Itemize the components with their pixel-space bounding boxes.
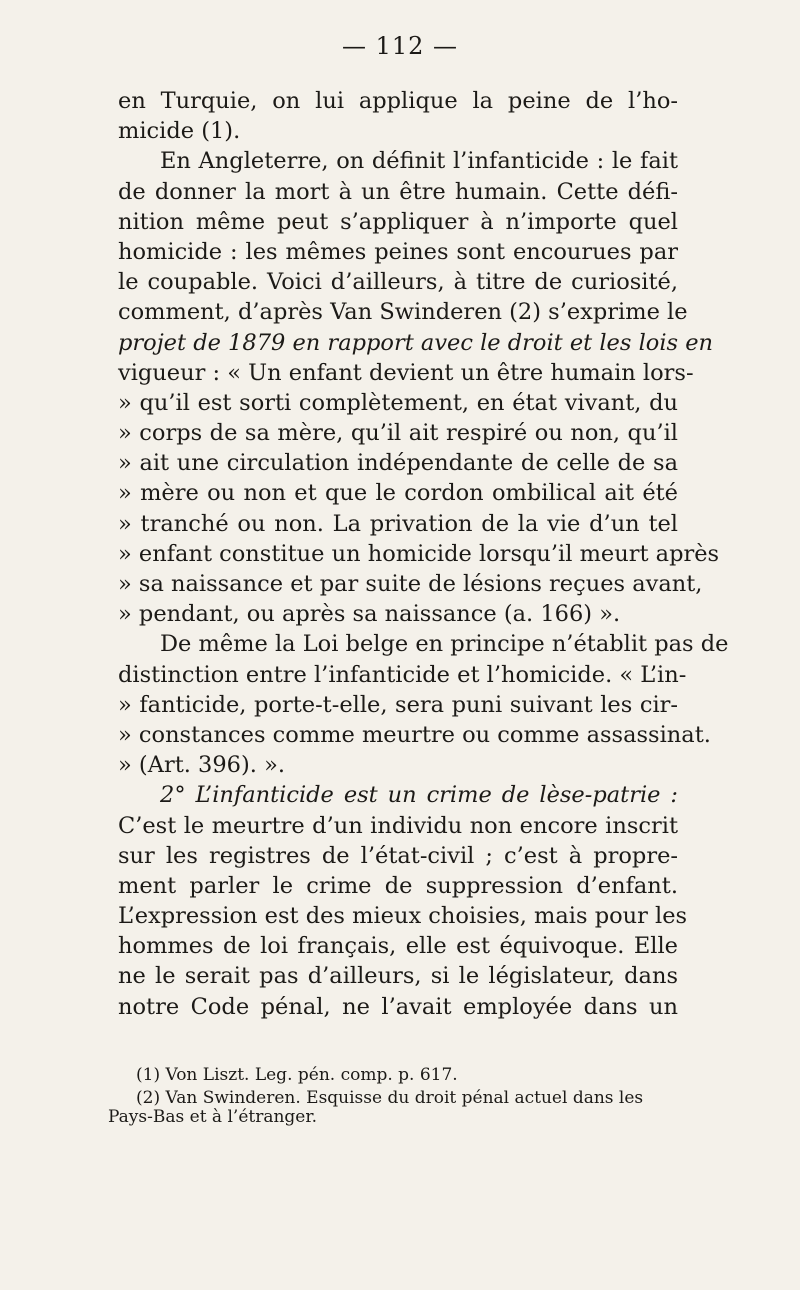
text-line: » ait une circulation indépendante de celle de sa: [118, 450, 678, 477]
page-number: — 112 —: [341, 32, 459, 60]
text-line: » enfant constitue un homicide lorsqu’il meurt après: [118, 540, 720, 567]
text-line: vigueur : « Un enfant devient un être humain lors-: [118, 359, 694, 386]
text-line: 2° L’infanticide est un crime de lèse-patrie :: [160, 782, 678, 809]
text-line: homicide : les mêmes peines sont encourues par: [118, 238, 678, 265]
text-line: sur les registres de l’état-civil ; c’est à propre-: [118, 842, 678, 869]
text-line: » qu’il est sorti complètement, en état vivant, du: [118, 389, 678, 416]
text-line: » tranché ou non. La privation de la vie d’un tel: [118, 510, 678, 537]
text-line: ment parler le crime de suppression d’enfant.: [118, 872, 678, 899]
footnote-2-continued: Pays-Bas et à l’étranger.: [108, 1107, 318, 1127]
text-line: le coupable. Voici d’ailleurs, à titre de curiosité,: [118, 269, 678, 296]
text-line: De même la Loi belge en principe n’établit pas de: [160, 631, 729, 658]
text-line: nition même peut s’appliquer à n’importe quel: [118, 208, 678, 235]
footnote-2: (2) Van Swinderen. Esquisse du droit pénal actuel dans les: [136, 1088, 644, 1108]
text-line: En Angleterre, on définit l’infanticide : le fait: [160, 148, 678, 175]
text-line: projet de 1879 en rapport avec le droit et les lois en: [118, 329, 714, 356]
text-line: » sa naissance et par suite de lésions reçues avant,: [118, 571, 703, 597]
text-line: » pendant, ou après sa naissance (a. 166) ».: [118, 601, 621, 628]
footnote-1: (1) Von Liszt. Leg. pén. comp. p. 617.: [136, 1065, 458, 1085]
text-line: » mère ou non et que le cordon ombilical ait été: [118, 480, 678, 507]
text-line: notre Code pénal, ne l’avait employée dans un: [118, 993, 678, 1020]
text-line: » fanticide, porte-t-elle, sera puni suivant les cir-: [118, 691, 678, 718]
text-line: ne le serait pas d’ailleurs, si le législateur, dans: [118, 963, 678, 990]
footnotes: [108, 1066, 668, 1127]
text-line: micide (1).: [118, 118, 241, 145]
text-line: » corps de sa mère, qu’il ait respiré ou non, qu’il: [118, 420, 678, 447]
main-text: [118, 86, 729, 1022]
text-line: » constances comme meurtre ou comme assassinat.: [118, 721, 711, 748]
text-line: de donner la mort à un être humain. Cette défi-: [118, 178, 678, 205]
text-line: distinction entre l’infanticide et l’homicide. « L’in-: [118, 661, 687, 688]
text-line: » (Art. 396). ».: [118, 752, 285, 779]
text-line: en Turquie, on lui applique la peine de l’ho-: [118, 88, 678, 114]
text-line: C’est le meurtre d’un individu non encore inscrit: [118, 812, 678, 839]
text-line: comment, d’après Van Swinderen (2) s’exprime le: [118, 299, 688, 326]
text-line: L’expression est des mieux choisies, mais pour les: [118, 903, 688, 930]
text-line: hommes de loi français, elle est équivoque. Elle: [118, 933, 678, 960]
